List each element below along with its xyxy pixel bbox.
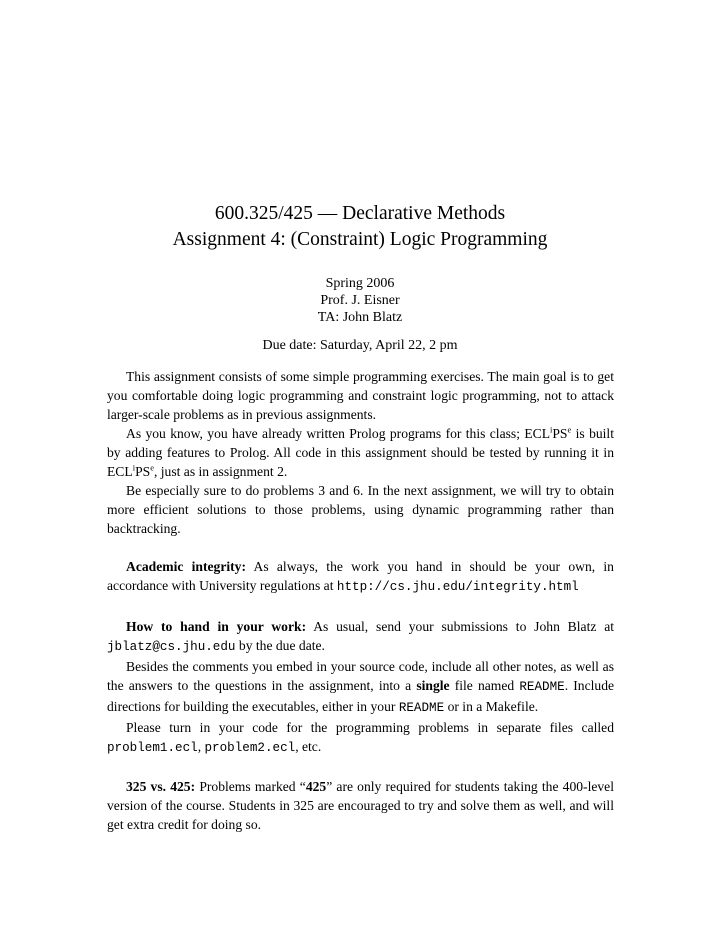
eclipse-ps: PS: [552, 426, 568, 442]
levels-text-b: ” are only required for students taking the 400-level version of the course. Students in 325 are encouraged to try and solve them as well, and will get extra credit for doing so.: [107, 778, 614, 832]
intro-paragraph-1: This assignment consists of some simple programming exercises. The main goal is to get you comfortable doing logic programming and constraint logic programming, not to attack larger-scale problems as in previous assignments.: [107, 369, 614, 423]
teaching-assistant: TA: John Blatz: [317, 310, 403, 325]
single-emphasis: single: [416, 677, 450, 693]
integrity-heading: Academic integrity:: [126, 559, 246, 575]
eclipse-e: e: [567, 424, 572, 435]
ta-email-link[interactable]: jblatz@cs.jhu.edu: [107, 639, 236, 654]
handin-p3-text-b: , etc.: [295, 738, 322, 754]
handin-paragraph-1: [107, 617, 614, 657]
problem1-filename: problem1.ecl: [107, 740, 198, 755]
intro-p2-text-b: is built by adding features to Prolog. All code in this assignment should be tested by running it in ECL: [107, 426, 614, 480]
eclipse-ps-2: PS: [135, 464, 151, 480]
intro-paragraph-3: Be especially sure to do problems 3 and 6. In the next assignment, we will try to obtain more efficient solutions to those problems, using dynamic programming rather than backtracking.: [107, 483, 614, 537]
readme-filename-2: README: [398, 700, 445, 715]
handin-text-b: by the due date.: [238, 637, 325, 653]
due-date: Due date: Saturday, April 22, 2 pm: [262, 338, 458, 353]
handin-paragraph-3: Please turn in your code for the programming problems in separate files called problem1.ecl, problem2.ecl, etc.: [107, 719, 614, 755]
integrity-text: As always, the work you hand in should be your own, in accordance with University regulations at: [107, 559, 614, 594]
readme-filename: README: [519, 679, 565, 694]
integrity-paragraph: [107, 557, 614, 597]
levels-heading: 325 vs. 425:: [126, 778, 196, 794]
semester: Spring 2006: [325, 276, 395, 291]
assignment-title: Assignment 4: (Constraint) Logic Programming: [172, 229, 548, 250]
levels-paragraph: [107, 777, 614, 834]
professor: Prof. J. Eisner: [320, 293, 400, 308]
eclipse-e-2: e: [150, 462, 154, 473]
handin-p2-text-a: Besides the comments you embed in your source code, include all other notes, as well as the answers to the questions in the assignment, into a: [107, 658, 614, 693]
intro-p2-text-a: As you know, you have already written Prolog programs for this class; ECL: [126, 426, 550, 442]
handin-text-a: As usual, send your submissions to John Blatz at: [313, 618, 615, 634]
handin-p2-text-b: file named: [454, 677, 515, 693]
eclipse-i-2: i: [132, 462, 136, 473]
problem2-filename: problem2.ecl: [204, 740, 296, 755]
handin-paragraph-2: [107, 657, 614, 718]
handin-p2-text-d: or in a Makefile.: [447, 698, 539, 714]
course-title: 600.325/425 — Declarative Methods: [214, 203, 506, 224]
levels-text-a: Problems marked “: [199, 778, 306, 794]
intro-p2-text-c: , just as in assignment 2.: [153, 464, 288, 480]
document-body: [107, 367, 614, 834]
intro-paragraph-2: [107, 424, 614, 481]
handin-p2-text-c: . Include directions for building the executables, either in your: [107, 677, 615, 714]
levels-marker: 425: [305, 778, 327, 794]
integrity-link[interactable]: http://cs.jhu.edu/integrity.html: [336, 580, 579, 595]
eclipse-i: i: [550, 424, 553, 435]
handin-heading: How to hand in your work:: [126, 618, 307, 634]
handin-p3-text-a: Please turn in your code for the programming problems in separate files called: [126, 719, 614, 735]
